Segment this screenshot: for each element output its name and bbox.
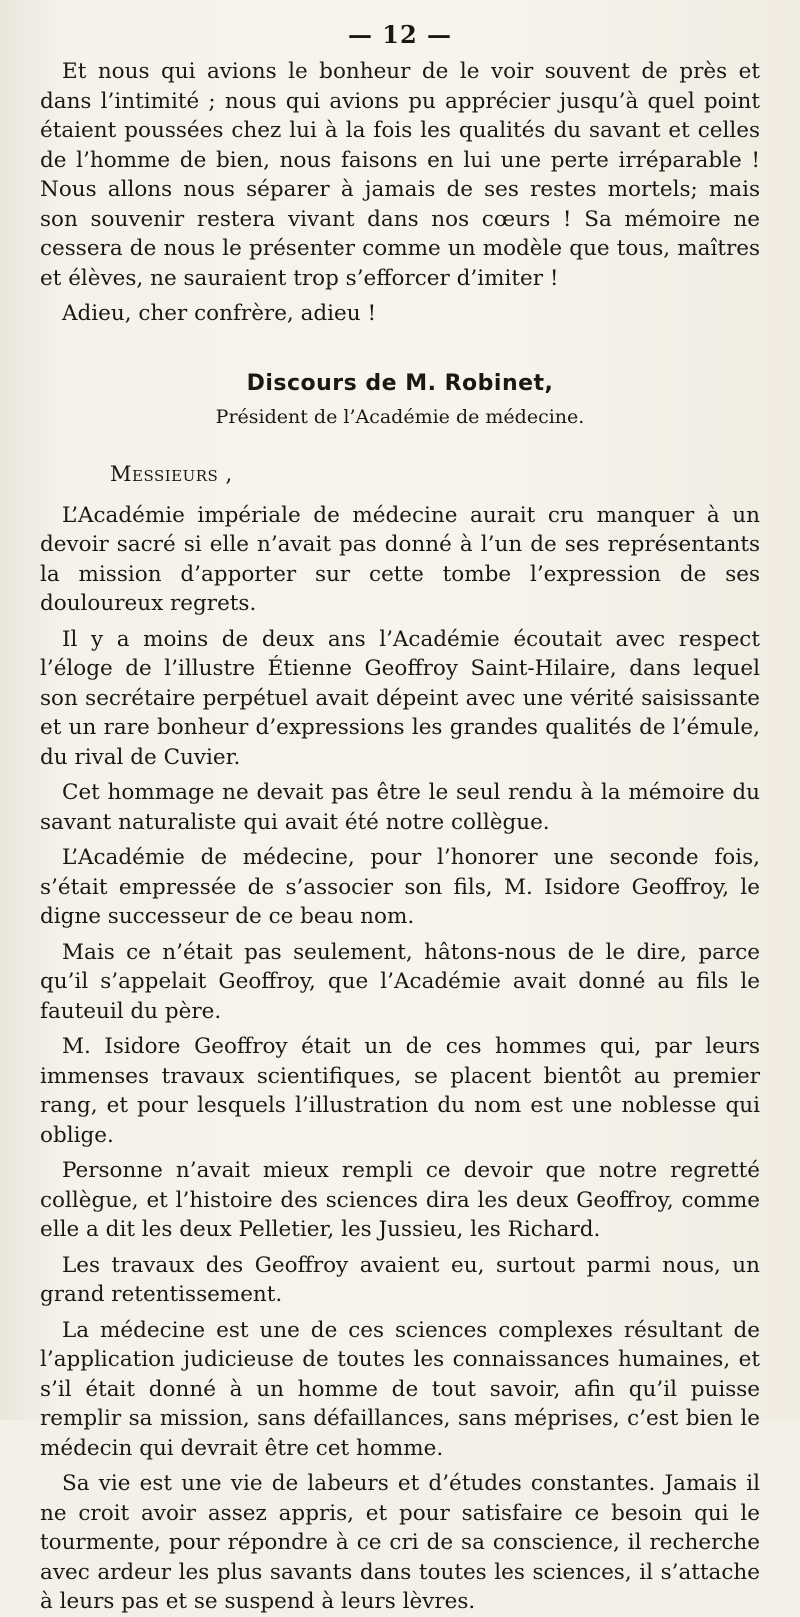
- paragraph-body-5: Mais ce n’était pas seulement, hâtons-nous de le dire, parce qu’il s’appelait Geoffroy, que l’Académie avait donné au fils le fauteuil du père.: [40, 939, 760, 1024]
- paragraph-body-1: L’Académie impériale de médecine aurait cru manquer à un devoir sacré si elle n’avait pas donné à l’un de ses représentants la mission d’apporter sur cette tombe l’expression de ses douloureux regrets.: [40, 502, 760, 616]
- section-title: Discours de M. Robinet,: [246, 370, 554, 396]
- paragraph-intro-1: Et nous qui avions le bonheur de le voir souvent de près et dans l’intimité ; nous qui avions pu apprécier jusqu’à quel point étaient poussées chez lui à la fois les qualités du savant et celles de l’homme de bien, nous faisons en lui une perte irréparable ! Nous allons nous séparer à jamais de ses restes mortels; mais son souvenir restera vivant dans nos cœurs ! Sa mémoire ne cessera de nous le présenter comme un modèle que tous, maîtres et élèves, ne sauraient trop s’efforcer d’imiter !: [40, 59, 760, 291]
- page-number: — 12 —: [347, 20, 453, 49]
- paragraph-body-8: Les travaux des Geoffroy avaient eu, surtout parmi nous, un grand retentissement.: [40, 1252, 760, 1307]
- paragraph-body-2: Il y a moins de deux ans l’Académie écoutait avec respect l’éloge de l’illustre Étienne Geoffroy Saint-Hilaire, dans lequel son secrétaire perpétuel avait dépeint avec une vérité saisissante et un rare bonheur d’expressions les grandes qualités de l’émule, du rival de Cuvier.: [40, 626, 760, 770]
- paragraph-body-7: Personne n’avait mieux rempli ce devoir que notre regretté collègue, et l’histoire des sciences dira les deux Geoffroy, comme elle a dit les deux Pelletier, les Jussieu, les Richard.: [40, 1158, 760, 1242]
- paragraph-body-4: L’Académie de médecine, pour l’honorer une seconde fois, s’était empressée de s’associer son fils, M. Isidore Geoffroy, le digne successeur de ce beau nom.: [40, 845, 760, 929]
- paragraph-body-6: M. Isidore Geoffroy était un de ces hommes qui, par leurs immenses travaux scientifiques, se placent bientôt au premier rang, et pour lesquels l’illustration du nom est une noblesse qui oblige.: [40, 1034, 760, 1148]
- paragraph-body-3: Cet hommage ne devait pas être le seul rendu à la mémoire du savant naturaliste qui avait été notre collègue.: [40, 780, 760, 835]
- section-heading: [40, 369, 760, 431]
- salutation: Messieurs ,: [110, 461, 233, 486]
- paragraph-intro-2: Adieu, cher confrère, adieu !: [62, 301, 377, 326]
- section-subtitle: Président de l’Académie de médecine.: [215, 405, 585, 428]
- paragraph-body-10: Sa vie est une vie de labeurs et d’études constantes. Jamais il ne croit avoir assez appris, et pour satisfaire ce besoin qui le tourmente, pour répondre à ce cri de sa conscience, il recherche avec ardeur les plus savants dans toutes les sciences, il s’attache à leurs pas et se suspend à leurs lèvres.: [40, 1471, 760, 1614]
- paragraph-body-9: La médecine est une de ces sciences complexes résultant de l’application judicieuse de toutes les connaissances humaines, et s’il était donné à un homme de tout savoir, afin qu’il puisse remplir sa mission, sans défaillances, sans méprises, c’est bien le médecin qui devrait être cet homme.: [40, 1317, 760, 1461]
